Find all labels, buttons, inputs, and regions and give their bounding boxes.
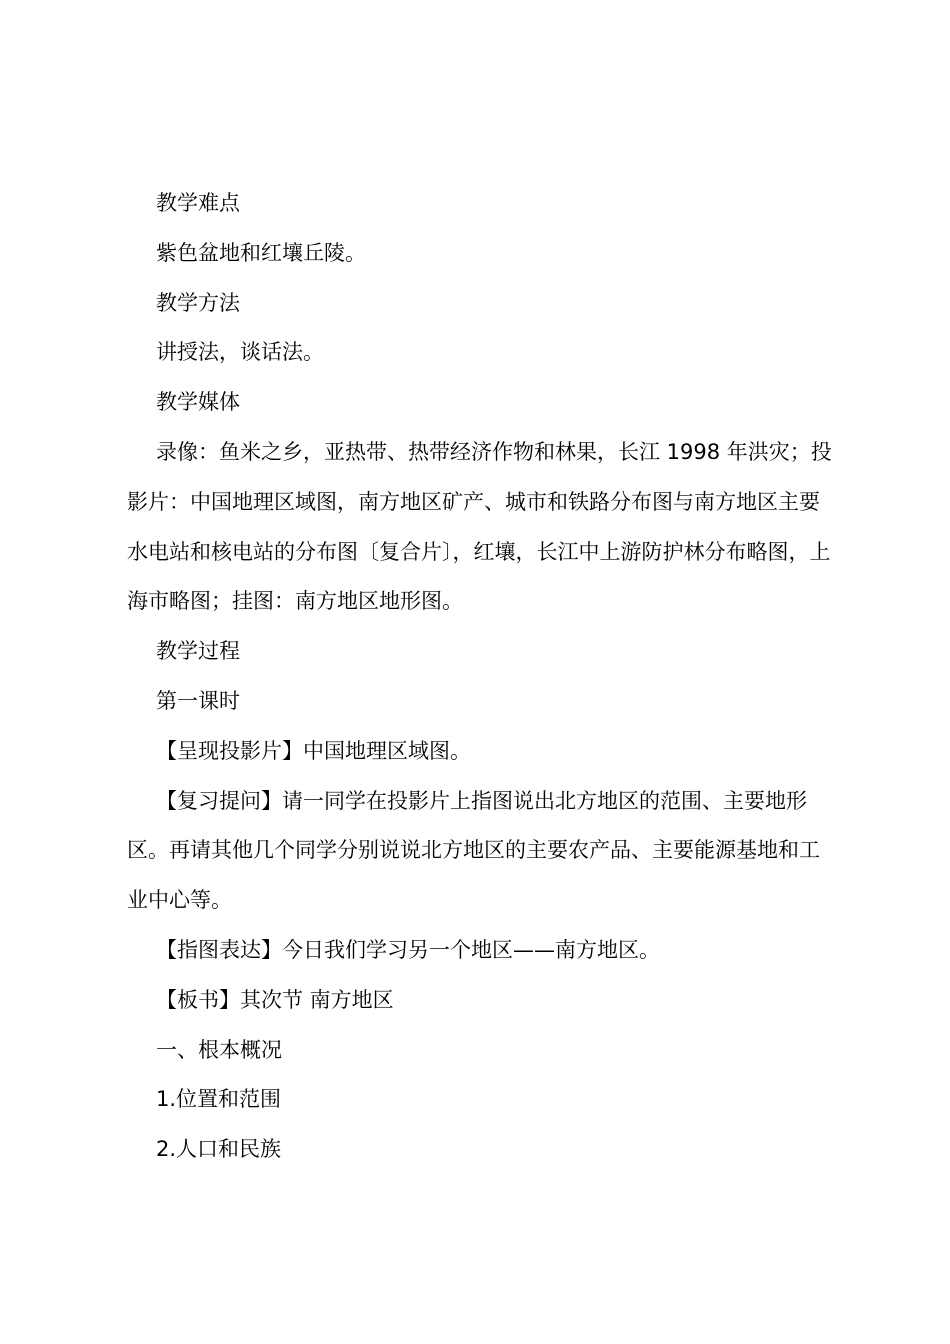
paragraph-location-range: 1.位置和范围 bbox=[156, 1087, 282, 1112]
paragraph-blackboard: 【板书】其次节 南方地区 bbox=[156, 987, 394, 1012]
paragraph-population-ethnic: 2.人口和民族 bbox=[156, 1137, 282, 1162]
paragraph-overview: 一、根本概况 bbox=[156, 1037, 282, 1062]
paragraph-method-content: 讲授法，谈话法。 bbox=[156, 340, 324, 365]
paragraph-show-slide: 【呈现投影片】中国地理区域图。 bbox=[156, 738, 471, 763]
paragraph-first-lesson: 第一课时 bbox=[156, 688, 240, 713]
heading-teaching-method: 教学方法 bbox=[156, 290, 240, 315]
document-body bbox=[127, 179, 839, 1175]
heading-teaching-difficulty: 教学难点 bbox=[156, 191, 240, 215]
paragraph-map-expression: 【指图表达】今日我们学习另一个地区——南方地区。 bbox=[156, 937, 660, 962]
heading-teaching-media: 教学媒体 bbox=[156, 390, 240, 415]
paragraph-review-question: 【复习提问】请一同学在投影片上指图说出北方地区的范围、主要地形区。再请其他几个同学分别说说北方地区的主要农产品、主要能源基地和工业中心等。 bbox=[127, 788, 820, 913]
heading-teaching-process: 教学过程 bbox=[156, 639, 240, 664]
paragraph-difficulty-content: 紫色盆地和红壤丘陵。 bbox=[156, 240, 366, 265]
paragraph-media-content: 录像：鱼米之乡，亚热带、热带经济作物和林果，长江 1998 年洪灾；投影片：中国地理区域图，南方地区矿产、城市和铁路分布图与南方地区主要水电站和核电站的分布图〔复合片〕，红壤，长江中上游防护林分布略图，上海市略图；挂图：南方地区地形图。 bbox=[127, 439, 832, 614]
